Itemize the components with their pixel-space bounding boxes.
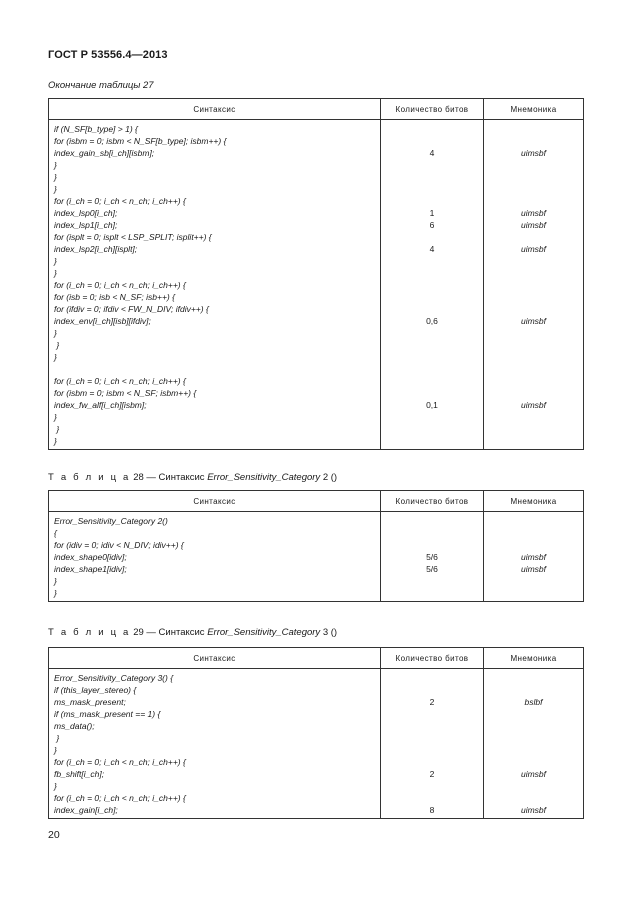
bits-value	[381, 171, 483, 183]
code-line: }	[54, 745, 57, 755]
code-line: index_shape1[idiv];	[54, 564, 127, 574]
syntax-cell	[49, 512, 381, 602]
bits-value: 0,1	[426, 400, 438, 410]
syntax-cell	[49, 669, 381, 819]
table29-caption-end: 3 ()	[322, 627, 338, 638]
bits-value: 6	[429, 220, 435, 230]
bits-value	[381, 195, 483, 207]
table28-caption	[48, 472, 337, 483]
code-line: for (i_ch = 0; i_ch < n_ch; i_ch++) {	[54, 280, 186, 290]
mnemonic-value	[484, 756, 583, 768]
mnemonic-cell	[484, 120, 584, 450]
mnemonic-value: uimsbf	[520, 316, 547, 326]
code-line: fb_shift[i_ch];	[54, 769, 105, 779]
mnemonic-value	[484, 135, 583, 147]
mnemonic-value	[484, 255, 583, 267]
bits-value	[381, 684, 483, 696]
mnemonic-value	[484, 339, 583, 351]
table28-caption-end: 2 ()	[322, 472, 338, 483]
bits-value	[381, 411, 483, 423]
mnemonic-value	[484, 720, 583, 732]
mnemonic-value	[484, 171, 583, 183]
mnemonic-value	[484, 708, 583, 720]
bits-value	[381, 339, 483, 351]
table29-caption-func: Error_Sensitivity_Category	[207, 627, 321, 638]
column-header-syntax: Синтаксис	[49, 648, 381, 669]
mnemonic-value: uimsbf	[520, 208, 547, 218]
mnemonic-value	[484, 587, 583, 599]
bits-value	[381, 744, 483, 756]
code-line: {	[54, 528, 57, 538]
bits-value	[381, 231, 483, 243]
mnemonic-value	[484, 303, 583, 315]
code-line: }	[54, 424, 60, 434]
table-29	[48, 647, 584, 819]
bits-value: 0,6	[426, 316, 438, 326]
mnemonic-value	[484, 435, 583, 447]
mnemonic-value	[484, 327, 583, 339]
mnemonic-value: uimsbf	[520, 769, 547, 779]
code-line: for (i_ch = 0; i_ch < n_ch; i_ch++) {	[54, 376, 186, 386]
table29-caption	[48, 627, 337, 638]
mnemonic-value	[484, 575, 583, 587]
mnemonic-value	[484, 123, 583, 135]
code-line: ms_mask_present;	[54, 697, 126, 707]
mnemonic-value	[484, 423, 583, 435]
code-line: }	[54, 340, 60, 350]
code-line: if (N_SF[b_type] > 1) {	[54, 124, 138, 134]
table28-caption-func: Error_Sensitivity_Category	[207, 472, 321, 483]
table29-caption-prefix: Т а б л и ц а	[48, 627, 131, 638]
bits-value	[381, 732, 483, 744]
mnemonic-value	[484, 732, 583, 744]
column-header-syntax: Синтаксис	[49, 491, 381, 512]
table-body-row	[49, 512, 584, 602]
code-line: }	[54, 436, 57, 446]
code-line: for (isplt = 0; isplt < LSP_SPLIT; isplit++) {	[54, 232, 212, 242]
bits-cell	[381, 512, 484, 602]
bits-value	[381, 387, 483, 399]
bits-value	[381, 267, 483, 279]
bits-value	[381, 363, 483, 375]
code-line: }	[54, 184, 57, 194]
table-header-row	[49, 648, 584, 669]
code-line: for (i_ch = 0; i_ch < n_ch; i_ch++) {	[54, 196, 186, 206]
code-line	[54, 363, 380, 375]
mnemonic-value	[484, 159, 583, 171]
code-line: for (idiv = 0; idiv < N_DIV; idiv++) {	[54, 540, 184, 550]
mnemonic-value	[484, 291, 583, 303]
bits-cell	[381, 120, 484, 450]
bits-value	[381, 575, 483, 587]
code-line: }	[54, 781, 57, 791]
table-27	[48, 98, 584, 450]
code-line: }	[54, 412, 57, 422]
column-header-bits: Количество битов	[381, 491, 484, 512]
column-header-mnemonic: Мнемоника	[484, 491, 584, 512]
code-line: }	[54, 733, 60, 743]
bits-value: 4	[429, 244, 435, 254]
table28-caption-prefix: Т а б л и ц а	[48, 472, 131, 483]
bits-value	[381, 327, 483, 339]
code-line: }	[54, 588, 57, 598]
mnemonic-value: uimsbf	[520, 400, 547, 410]
bits-value	[381, 780, 483, 792]
mnemonic-value: uimsbf	[520, 244, 547, 254]
mnemonic-value	[484, 515, 583, 527]
mnemonic-value	[484, 539, 583, 551]
bits-value	[381, 587, 483, 599]
code-line: for (i_ch = 0; i_ch < n_ch; i_ch++) {	[54, 757, 186, 767]
code-line: }	[54, 172, 57, 182]
code-line: index_gain_sb[i_ch][isbm];	[54, 148, 155, 158]
bits-value	[381, 255, 483, 267]
bits-value	[381, 375, 483, 387]
bits-value	[381, 756, 483, 768]
syntax-cell	[49, 120, 381, 450]
code-line: for (isbm = 0; isbm < N_SF[b_type]; isbm++) {	[54, 136, 227, 146]
code-line: index_lsp0[i_ch];	[54, 208, 118, 218]
bits-value	[381, 515, 483, 527]
column-header-mnemonic: Мнемоника	[484, 99, 584, 120]
table-header-row	[49, 99, 584, 120]
mnemonic-value	[484, 792, 583, 804]
table29-caption-text: 29 — Синтаксис	[133, 627, 205, 638]
mnemonic-value	[484, 684, 583, 696]
mnemonic-value	[484, 231, 583, 243]
bits-value	[381, 159, 483, 171]
mnemonic-value	[484, 183, 583, 195]
code-line: Error_Sensitivity_Category 2()	[54, 516, 168, 526]
bits-value: 2	[429, 697, 435, 707]
bits-value	[381, 351, 483, 363]
code-line: for (i_ch = 0; i_ch < n_ch; i_ch++) {	[54, 793, 186, 803]
mnemonic-value: bslbf	[524, 697, 543, 707]
code-line: for (isbm = 0; isbm < N_SF; isbm++) {	[54, 388, 197, 398]
mnemonic-value	[484, 267, 583, 279]
column-header-mnemonic: Мнемоника	[484, 648, 584, 669]
code-line: index_gain[i_ch];	[54, 805, 118, 815]
bits-value: 2	[429, 769, 435, 779]
bits-value	[381, 720, 483, 732]
mnemonic-value: uimsbf	[520, 564, 547, 574]
mnemonic-value: uimsbf	[520, 220, 547, 230]
column-header-bits: Количество битов	[381, 99, 484, 120]
mnemonic-cell	[484, 512, 584, 602]
mnemonic-value: uimsbf	[520, 552, 547, 562]
mnemonic-value	[484, 279, 583, 291]
code-line: index_env[i_ch][isb][ifdiv];	[54, 316, 151, 326]
mnemonic-value	[484, 375, 583, 387]
bits-value	[381, 527, 483, 539]
bits-value	[381, 672, 483, 684]
mnemonic-value	[484, 195, 583, 207]
column-header-bits: Количество битов	[381, 648, 484, 669]
page-number: 20	[48, 829, 60, 841]
code-line: index_lsp2[i_ch][isplt];	[54, 244, 138, 254]
bits-value	[381, 708, 483, 720]
code-line: }	[54, 256, 57, 266]
mnemonic-value	[484, 411, 583, 423]
bits-value	[381, 279, 483, 291]
bits-value	[381, 539, 483, 551]
code-line: if (ms_mask_present == 1) {	[54, 709, 161, 719]
bits-value	[381, 423, 483, 435]
bits-value	[381, 123, 483, 135]
code-line: }	[54, 160, 57, 170]
table28-caption-text: 28 — Синтаксис	[133, 472, 205, 483]
bits-value	[381, 303, 483, 315]
mnemonic-value	[484, 780, 583, 792]
mnemonic-value	[484, 363, 583, 375]
bits-value	[381, 135, 483, 147]
bits-value	[381, 435, 483, 447]
code-line: for (isb = 0; isb < N_SF; isb++) {	[54, 292, 175, 302]
bits-value	[381, 183, 483, 195]
mnemonic-value: uimsbf	[520, 148, 547, 158]
bits-value	[381, 792, 483, 804]
code-line: if (this_layer_stereo) {	[54, 685, 137, 695]
table27-caption: Окончание таблицы 27	[48, 80, 154, 91]
bits-value: 8	[429, 805, 435, 815]
code-line: index_shape0[idiv];	[54, 552, 127, 562]
code-line: for (ifdiv = 0; ifdiv < FW_N_DIV; ifdiv++) {	[54, 304, 209, 314]
bits-value	[381, 291, 483, 303]
mnemonic-value	[484, 527, 583, 539]
bits-value: 5/6	[426, 552, 438, 562]
mnemonic-value	[484, 744, 583, 756]
bits-value: 1	[429, 208, 435, 218]
mnemonic-value	[484, 387, 583, 399]
code-line: }	[54, 576, 57, 586]
column-header-syntax: Синтаксис	[49, 99, 381, 120]
code-line: index_fw_alf[i_ch][isbm];	[54, 400, 147, 410]
code-line: }	[54, 328, 57, 338]
code-line: }	[54, 352, 57, 362]
document-header: ГОСТ Р 53556.4—2013	[48, 49, 168, 61]
code-line: Error_Sensitivity_Category 3() {	[54, 673, 174, 683]
mnemonic-value	[484, 672, 583, 684]
mnemonic-cell	[484, 669, 584, 819]
table-28	[48, 490, 584, 602]
table-header-row	[49, 491, 584, 512]
bits-value: 4	[429, 148, 435, 158]
code-line: index_lsp1[i_ch];	[54, 220, 118, 230]
bits-cell	[381, 669, 484, 819]
table-body-row	[49, 120, 584, 450]
code-line: ms_data();	[54, 721, 95, 731]
table-body-row	[49, 669, 584, 819]
code-line: }	[54, 268, 57, 278]
mnemonic-value	[484, 351, 583, 363]
mnemonic-value: uimsbf	[520, 805, 547, 815]
bits-value: 5/6	[426, 564, 438, 574]
